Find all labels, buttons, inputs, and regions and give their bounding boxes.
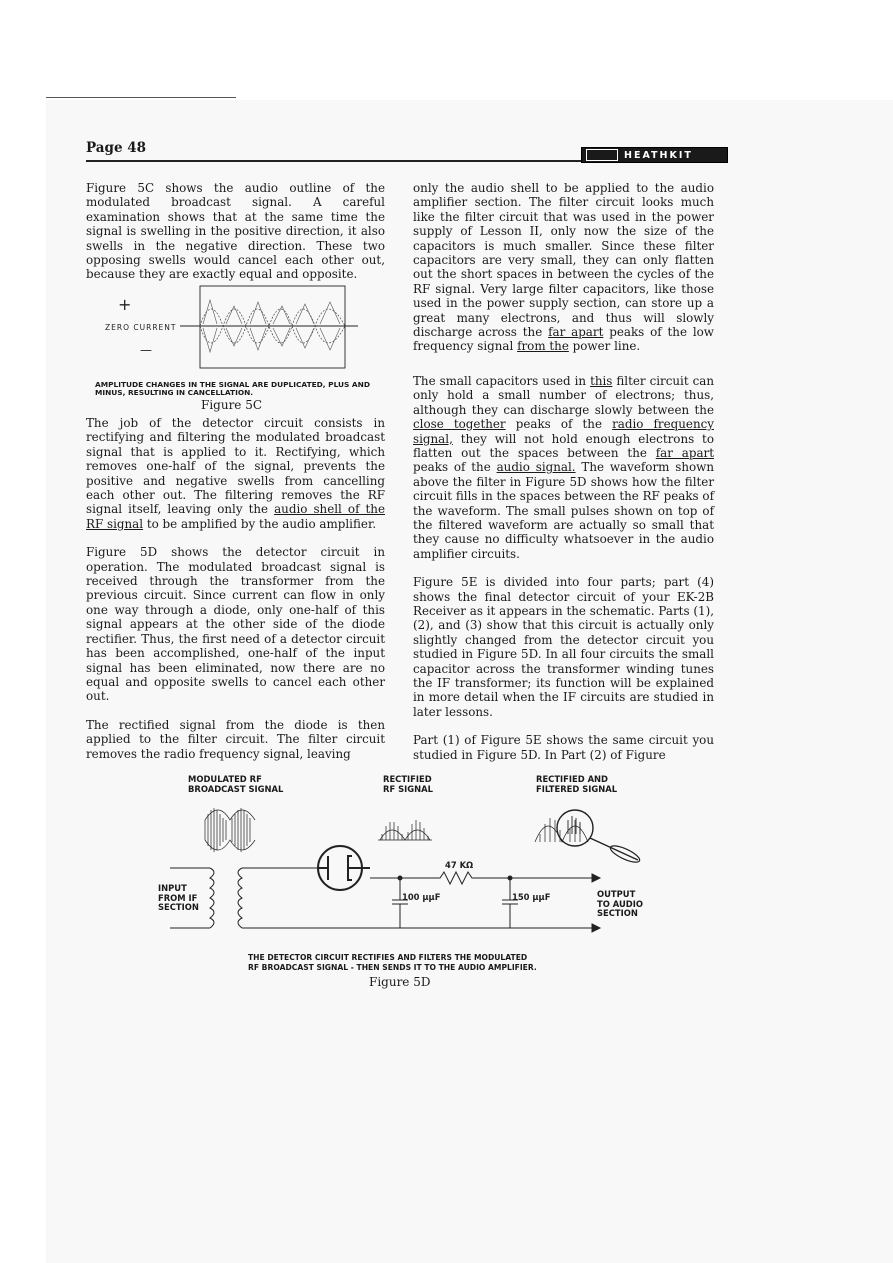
- scan-artifact-line: [46, 97, 236, 98]
- cap2-label: 150 μμF: [512, 892, 551, 902]
- logo-mark-icon: [586, 149, 618, 161]
- paragraph: Figure 5C shows the audio outline of the modulated broadcast signal. A careful examination shows that at the same time the signal is swelling in the positive direction, it also swells in the negative direction. These two opposing swells would cancel each other out, because they are exactly equal and opposite.: [86, 181, 385, 282]
- minus-sign: —: [140, 343, 152, 357]
- resistor-label: 47 KΩ: [445, 860, 474, 870]
- label-rectified-rf: RECTIFIED RF SIGNAL: [383, 774, 433, 794]
- filtered-waveform: [535, 810, 642, 865]
- input-label: INPUT FROM IF SECTION: [158, 883, 199, 912]
- figure-5c-waveform: [100, 284, 360, 384]
- right-column: [413, 181, 714, 776]
- diode-tube: [318, 846, 370, 890]
- zero-current-label: ZERO CURRENT: [105, 323, 177, 332]
- paragraph: The rectified signal from the diode is then applied to the filter circuit. The filter circuit removes the radio frequency signal, leaving: [86, 717, 385, 761]
- rectified-waveform: [378, 820, 432, 840]
- paragraph: The job of the detector circuit consists in rectifying and filtering the modulated broadcast signal that is applied to it. Rectifying, which removes one-half of the signal, prevents the positive and negative swells from cancelling each other out. The filtering removes the RF signal itself, leaving only the audio shell of the RF signal to be amplified by the audio amplifier.: [86, 416, 385, 531]
- heathkit-logo: [581, 147, 728, 163]
- figure-5d-caption: THE DETECTOR CIRCUIT RECTIFIES AND FILTERS THE MODULATED RF BROADCAST SIGNAL - THEN SENDS IT TO THE AUDIO AMPLIFIER.: [248, 953, 537, 972]
- paragraph: Part (1) of Figure 5E shows the same circuit you studied in Figure 5D. In Part (2) of Figure: [413, 733, 714, 762]
- page-number: Page 48: [86, 140, 147, 156]
- figure-5d-title: Figure 5D: [369, 975, 431, 989]
- plus-sign: +: [118, 295, 132, 314]
- paragraph: The small capacitors used in this filter circuit can only hold a small number of electrons; thus, although they can discharge slowly between the close together peaks of the radio frequency signal, they will not hold enough electrons to flatten out the spaces between the far apart peaks of the audio signal. The waveform shown above the filter in Figure 5D shows how the filter circuit fills in the spaces between the RF peaks of the waveform. The small pulses shown on top of the filtered waveform are actually so small that they cause no difficulty whatsoever in the audio amplifier circuits.: [413, 373, 714, 561]
- modulated-waveform: [205, 808, 255, 852]
- left-column: [86, 181, 385, 296]
- left-column-lower: [86, 416, 385, 775]
- filter-network: [370, 872, 600, 932]
- figure-5d-schematic: [160, 800, 660, 940]
- logo-text: HEATHKIT: [624, 149, 693, 161]
- paragraph: Figure 5D shows the detector circuit in operation. The modulated broadcast signal is received through the transformer from the previous circuit. Since current can flow in only one way through a diode, only one-half of this signal appears at the other side of the diode rectifier. Thus, the first need of a detector circuit has been accomplished, one-half of the input signal has been eliminated, now there are no equal and opposite swells to cancel each other out.: [86, 545, 385, 704]
- paragraph: only the audio shell to be applied to the audio amplifier section. The filter circuit looks much like the filter circuit that was used in the power supply of Lesson II, only now the size of the capacitors is much smaller. Since these filter capacitors are very small, they can only flatten out the short spaces in between the cycles of the RF signal. Very large filter capacitors, like those used in the power supply section, can store up a great many electrons, and thus will slowly discharge across the far apart peaks of the low frequency signal from the power line.: [413, 181, 714, 354]
- cap1-label: 100 μμF: [402, 892, 441, 902]
- figure-5c-title: Figure 5C: [201, 398, 263, 412]
- paragraph: Figure 5E is divided into four parts; part (4) shows the final detector circuit of your EK-2B Receiver as it appears in the schematic. Parts (1), (2), and (3) show that this circuit is actually only slightly changed from the detector circuit you studied in Figure 5D. In all four circuits the small capacitor across the transformer winding tunes the IF transformer; its function will be explained in more detail when the IF circuits are studied in later lessons.: [413, 575, 714, 719]
- label-modulated-rf: MODULATED RF BROADCAST SIGNAL: [188, 774, 284, 794]
- figure-5c-caption: AMPLITUDE CHANGES IN THE SIGNAL ARE DUPLICATED, PLUS AND MINUS, RESULTING IN CANCELLATION.: [95, 380, 370, 398]
- label-rectified-filtered: RECTIFIED AND FILTERED SIGNAL: [536, 774, 618, 794]
- output-label: OUTPUT TO AUDIO SECTION: [597, 889, 643, 918]
